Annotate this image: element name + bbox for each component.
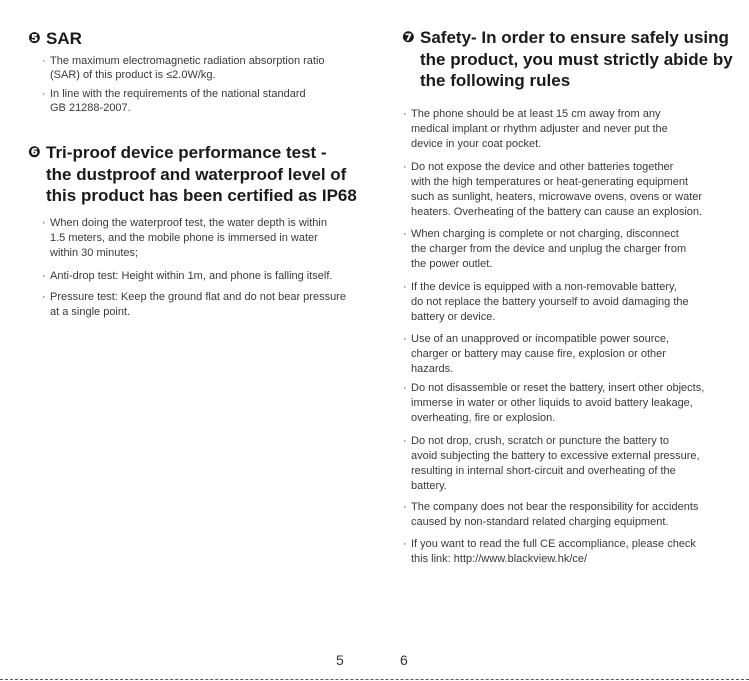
bullet-text-line: device in your coat pocket. bbox=[411, 138, 542, 150]
section-heading-safety bbox=[402, 27, 733, 92]
bullet-text-line: caused by non-standard related charging equipment. bbox=[411, 516, 669, 528]
bullet-text-line: The phone should be at least 15 cm away from any bbox=[411, 108, 661, 120]
bullet-text-line: resulting in internal short-circuit and overheating of the bbox=[411, 465, 676, 477]
heading-line: the following rules bbox=[420, 71, 571, 90]
bullet-text-line: immerse in water or other liquids to avoid battery leakage, bbox=[411, 397, 693, 409]
bullet-text-line: avoid subjecting the battery to excessive external pressure, bbox=[411, 450, 700, 462]
page-number: 6 bbox=[400, 652, 408, 668]
bullet-text-line: Pressure test: Keep the ground flat and do not bear pressure bbox=[50, 291, 346, 303]
heading-line: the dustproof and waterproof level of bbox=[46, 164, 347, 184]
bullet-text-line: battery. bbox=[411, 480, 447, 492]
heading-line: SAR bbox=[46, 29, 82, 48]
bullet-item bbox=[403, 280, 689, 325]
bullet-text-line: Do not expose the device and other batteries together bbox=[411, 161, 674, 173]
bullet-text-line: Use of an unapproved or incompatible power source, bbox=[411, 333, 670, 345]
bullet-text-line: medical implant or rhythm adjuster and never put the bbox=[411, 123, 668, 135]
bullet-icon: · bbox=[403, 228, 407, 240]
bullet-text-line: charger or battery may cause fire, explosion or other bbox=[411, 348, 666, 360]
bullet-text-line: this link: http://www.blackview.hk/ce/ bbox=[411, 553, 588, 565]
bullet-icon: · bbox=[403, 108, 407, 120]
bullet-item bbox=[42, 290, 346, 320]
bullet-text-line: the charger from the device and unplug the charger from bbox=[411, 243, 687, 255]
bullet-text-line: When doing the waterproof test, the water depth is within bbox=[50, 217, 327, 229]
section-number-icon: ❼ bbox=[402, 28, 415, 46]
page-bottom-divider bbox=[0, 679, 749, 680]
bullet-icon: · bbox=[42, 291, 46, 303]
bullet-text-line: with the high temperatures or heat-generating equipment bbox=[411, 176, 689, 188]
bullet-item bbox=[42, 216, 327, 261]
heading-line: the product, you must strictly abide by bbox=[420, 49, 733, 69]
bullet-text-line: The maximum electromagnetic radiation absorption ratio bbox=[50, 55, 325, 67]
bullet-text-line: (SAR) of this product is ≤2.0W/kg. bbox=[50, 68, 216, 81]
bullet-text-line: 1.5 meters, and the mobile phone is immersed in water bbox=[50, 232, 318, 244]
heading-line: Safety- In order to ensure safely using bbox=[420, 28, 729, 47]
section-number-icon: ❺ bbox=[28, 29, 41, 47]
page-number: 5 bbox=[336, 652, 344, 668]
bullet-text-line: GB 21288-2007. bbox=[50, 101, 131, 114]
bullet-icon: · bbox=[403, 333, 407, 345]
bullet-text-line: within 30 minutes; bbox=[50, 247, 139, 259]
bullet-text-line: the power outlet. bbox=[411, 258, 493, 270]
section-number-icon: ❻ bbox=[28, 143, 41, 161]
bullet-text-line: In line with the requirements of the national standard bbox=[50, 88, 306, 100]
section-heading-triproof bbox=[28, 142, 357, 207]
bullet-icon: · bbox=[403, 382, 407, 394]
bullet-text-line: Do not disassemble or reset the battery, insert other objects, bbox=[411, 382, 705, 394]
bullet-icon: · bbox=[403, 435, 407, 447]
bullet-item bbox=[403, 500, 699, 530]
bullet-icon: · bbox=[403, 501, 407, 513]
bullet-text-line: at a single point. bbox=[50, 306, 131, 318]
bullet-text-line: Do not drop, crush, scratch or puncture the battery to bbox=[411, 435, 670, 447]
section-heading-sar bbox=[28, 28, 82, 50]
bullet-item bbox=[42, 88, 306, 115]
heading-line: Tri-proof device performance test - bbox=[46, 143, 327, 162]
bullet-item bbox=[403, 332, 670, 377]
bullet-item bbox=[403, 160, 703, 220]
bullet-text-line: do not replace the battery yourself to avoid damaging the bbox=[411, 296, 689, 308]
bullet-icon: · bbox=[42, 270, 46, 282]
bullet-icon: · bbox=[403, 538, 407, 550]
heading-line: this product has been certified as IP68 bbox=[46, 186, 357, 205]
bullet-text-line: If you want to read the full CE accompliance, please check bbox=[411, 538, 696, 550]
bullet-text-line: hazards. bbox=[411, 363, 454, 375]
bullet-item bbox=[403, 434, 700, 494]
bullet-text-line: When charging is complete or not charging, disconnect bbox=[411, 228, 679, 240]
bullet-text-line: Anti-drop test: Height within 1m, and phone is falling itself. bbox=[50, 270, 333, 282]
bullet-text-line: heaters. Overheating of the battery can cause an explosion. bbox=[411, 206, 703, 218]
bullet-icon: · bbox=[403, 281, 407, 293]
bullet-item bbox=[403, 381, 705, 426]
bullet-text-line: overheating, fire or explosion. bbox=[411, 412, 556, 424]
bullet-icon: · bbox=[42, 55, 46, 67]
bullet-text-line: If the device is equipped with a non-removable battery, bbox=[411, 281, 677, 293]
bullet-text-line: The company does not bear the responsibility for accidents bbox=[411, 501, 699, 513]
bullet-item bbox=[42, 55, 325, 82]
bullet-icon: · bbox=[42, 88, 46, 100]
bullet-item bbox=[403, 107, 668, 152]
bullet-item bbox=[42, 269, 333, 284]
bullet-icon: · bbox=[42, 217, 46, 229]
bullet-text-line: such as sunlight, heaters, microwave ovens, ovens or water bbox=[411, 191, 703, 203]
bullet-item bbox=[403, 227, 687, 272]
bullet-item bbox=[403, 537, 696, 567]
bullet-icon: · bbox=[403, 161, 407, 173]
bullet-text-line: battery or device. bbox=[411, 311, 496, 323]
